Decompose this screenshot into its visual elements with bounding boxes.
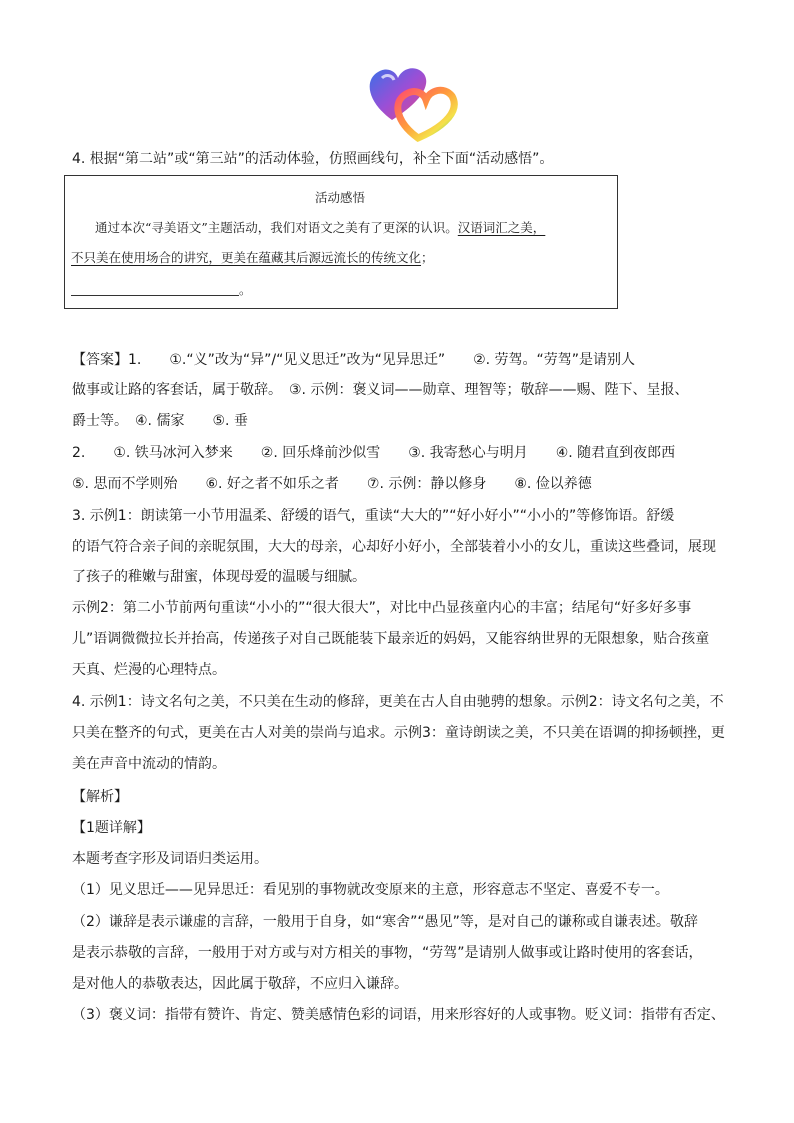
box-line-1	[95, 218, 545, 238]
answer-blank	[71, 281, 239, 296]
underlined-sentence-part1: 汉语词汇之美，	[457, 220, 546, 235]
hearts-logo-icon	[362, 60, 462, 142]
answer-line: 【答案】1. ①.“义”改为“异”/“见义思迁”改为“见异思迁” ②. 劳驾。“劳驾”是请别人	[72, 352, 636, 368]
answer-line: 爵士等。 ④. 儒家 ⑤. 垂	[72, 413, 248, 429]
box-line-2	[71, 248, 434, 268]
box-title: 活动感悟	[315, 190, 366, 205]
answer-line: 的语气符合亲子间的亲昵氛围，大大的母亲，心却好小好小，全部装着小小的女儿，重读这些叠词，展现	[72, 539, 716, 555]
activity-reflection-box	[64, 175, 618, 309]
answer-line: 示例2：第二小节前两句重读“小小的”“很大很大”，对比中凸显孩童内心的丰富；结尾句“好多好多事	[72, 600, 692, 616]
answer-line: （1）见义思迁——见异思迁：看见别的事物就改变原来的主意，形容意志不坚定、喜爱不专一。	[72, 882, 669, 898]
answer-line: 了孩子的稚嫩与甜蜜，体现母爱的温暖与细腻。	[72, 569, 366, 585]
box-line-2-tail: ；	[421, 250, 434, 265]
section-heading-analysis: 【解析】	[72, 789, 128, 805]
box-line-3-tail: 。	[239, 282, 252, 297]
answer-line: 3. 示例1：朗读第一小节用温柔、舒缓的语气，重读“大大的”“好小好小”“小小的”等修饰语。舒缓	[72, 508, 675, 524]
answer-line: 是对他人的恭敬表达，因此属于敬辞，不应归入谦辞。	[72, 976, 408, 992]
answer-line: 儿”语调微微拉长并抬高，传递孩子对自己既能装下最亲近的妈妈，又能容纳世界的无限想象，贴合孩童	[72, 631, 710, 647]
section-heading-q1-detail: 【1题详解】	[72, 820, 151, 836]
answer-line: 只美在整齐的句式，更美在古人对美的崇尚与追求。示例3：童诗朗读之美，不只美在语调的抑扬顿挫，更	[72, 725, 725, 741]
answer-line: 2. ①. 铁马冰河入梦来 ②. 回乐烽前沙似雪 ③. 我寄愁心与明月 ④. 随君直到夜郎西	[72, 445, 676, 461]
box-line-3	[71, 280, 252, 300]
box-line-1-text: 通过本次“寻美语文”主题活动，我们对语文之美有了更深的认识。	[95, 220, 458, 235]
underlined-sentence-part2: 不只美在使用场合的讲究，更美在蕴藏其后源远流长的传统文化	[71, 250, 422, 265]
answer-line: 本题考查字形及词语归类运用。	[72, 851, 268, 867]
answer-line: 4. 示例1：诗文名句之美，不只美在生动的修辞，更美在古人自由驰骋的想象。示例2：诗文名句之美，不	[72, 694, 724, 710]
question-4-prompt: 4. 根据“第二站”或“第三站”的活动体验，仿照画线句，补全下面“活动感悟”。	[72, 151, 554, 167]
answer-line: 美在声音中流动的情韵。	[72, 756, 226, 772]
answer-line: （2）谦辞是表示谦虚的言辞，一般用于自身，如“寒舍”“愚见”等，是对自己的谦称或自谦表述。敬辞	[72, 914, 698, 930]
answer-line: ⑤. 思而不学则殆 ⑥. 好之者不如乐之者 ⑦. 示例：静以修身 ⑧. 俭以养德	[72, 476, 592, 492]
answer-line: （3）褒义词：指带有赞许、肯定、赞美感情色彩的词语，用来形容好的人或事物。贬义词：指带有否定、	[72, 1007, 725, 1023]
answer-line: 做事或让路的客套话，属于敬辞。 ③. 示例：褒义词——勋章、理智等；敬辞——赐、陛下、呈报、	[72, 382, 689, 398]
answer-line: 是表示恭敬的言辞，一般用于对方或与对方相关的事物，“劳驾”是请别人做事或让路时使用的客套话，	[72, 945, 703, 961]
answer-line: 天真、烂漫的心理特点。	[72, 662, 226, 678]
